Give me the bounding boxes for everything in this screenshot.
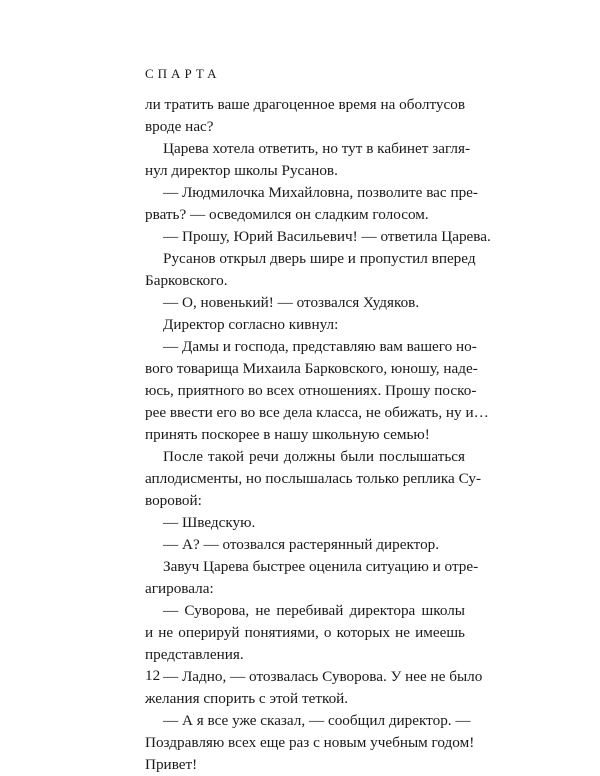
text-line: вого товарища Михаила Барковского, юношу, наде- xyxy=(145,360,478,377)
text-line: вроде нас? xyxy=(145,118,214,135)
text-line: Барковского. xyxy=(145,272,228,289)
text-line: ли тратить ваше драгоценное время на оболтусов xyxy=(145,96,465,113)
text-line: воровой: xyxy=(145,492,202,509)
text-line: и не оперируй понятиями, о которых не имеешь xyxy=(145,624,465,641)
text-line: рее ввести его во все дела класса, не обижать, ну и… xyxy=(145,404,489,421)
text-line: — А? — отозвался растерянный директор. xyxy=(163,536,440,553)
text-line: — Ладно, — отозвалась Суворова. У нее не было xyxy=(163,668,483,685)
text-line: — Дамы и господа, представляю вам вашего но- xyxy=(163,338,477,355)
text-line: — Суворова, не перебивай директора школы xyxy=(163,602,465,619)
text-line: Привет! xyxy=(145,756,198,773)
text-line: представления. xyxy=(145,646,244,663)
text-line: Директор согласно кивнул: xyxy=(163,316,339,333)
page-number: 12 xyxy=(145,667,161,684)
body-text xyxy=(145,94,491,776)
text-line: — Прошу, Юрий Васильевич! — ответила Царева. xyxy=(163,228,491,245)
text-line: юсь, приятного во всех отношениях. Прошу поско- xyxy=(145,382,477,399)
text-line: Поздравляю всех еще раз с новым учебным годом! xyxy=(145,734,475,751)
text-line: Царева хотела ответить, но тут в кабинет загля- xyxy=(163,140,471,157)
text-line: агировала: xyxy=(145,580,214,597)
text-line: желания спорить с этой теткой. xyxy=(145,690,349,707)
running-title: СПАРТА xyxy=(145,66,221,81)
text-line: — Людмилочка Михайловна, позволите вас пре- xyxy=(163,184,478,201)
text-line: нул директор школы Русанов. xyxy=(145,162,338,179)
text-line: рвать? — осведомился он сладким голосом. xyxy=(145,206,429,223)
text-line: аплодисменты, но послышалась только реплика Су- xyxy=(145,470,481,487)
text-line: принять поскорее в нашу школьную семью! xyxy=(145,426,430,443)
text-line: — Шведскую. xyxy=(163,514,256,531)
text-line: Русанов открыл дверь шире и пропустил вперед xyxy=(163,250,476,267)
text-line: — О, новенький! — отозвался Худяков. xyxy=(163,294,420,311)
text-line: Завуч Царева быстрее оценила ситуацию и отре- xyxy=(163,558,479,575)
text-line: После такой речи должны были послышаться xyxy=(163,448,465,465)
text-line: — А я все уже сказал, — сообщил директор. — xyxy=(163,712,471,729)
